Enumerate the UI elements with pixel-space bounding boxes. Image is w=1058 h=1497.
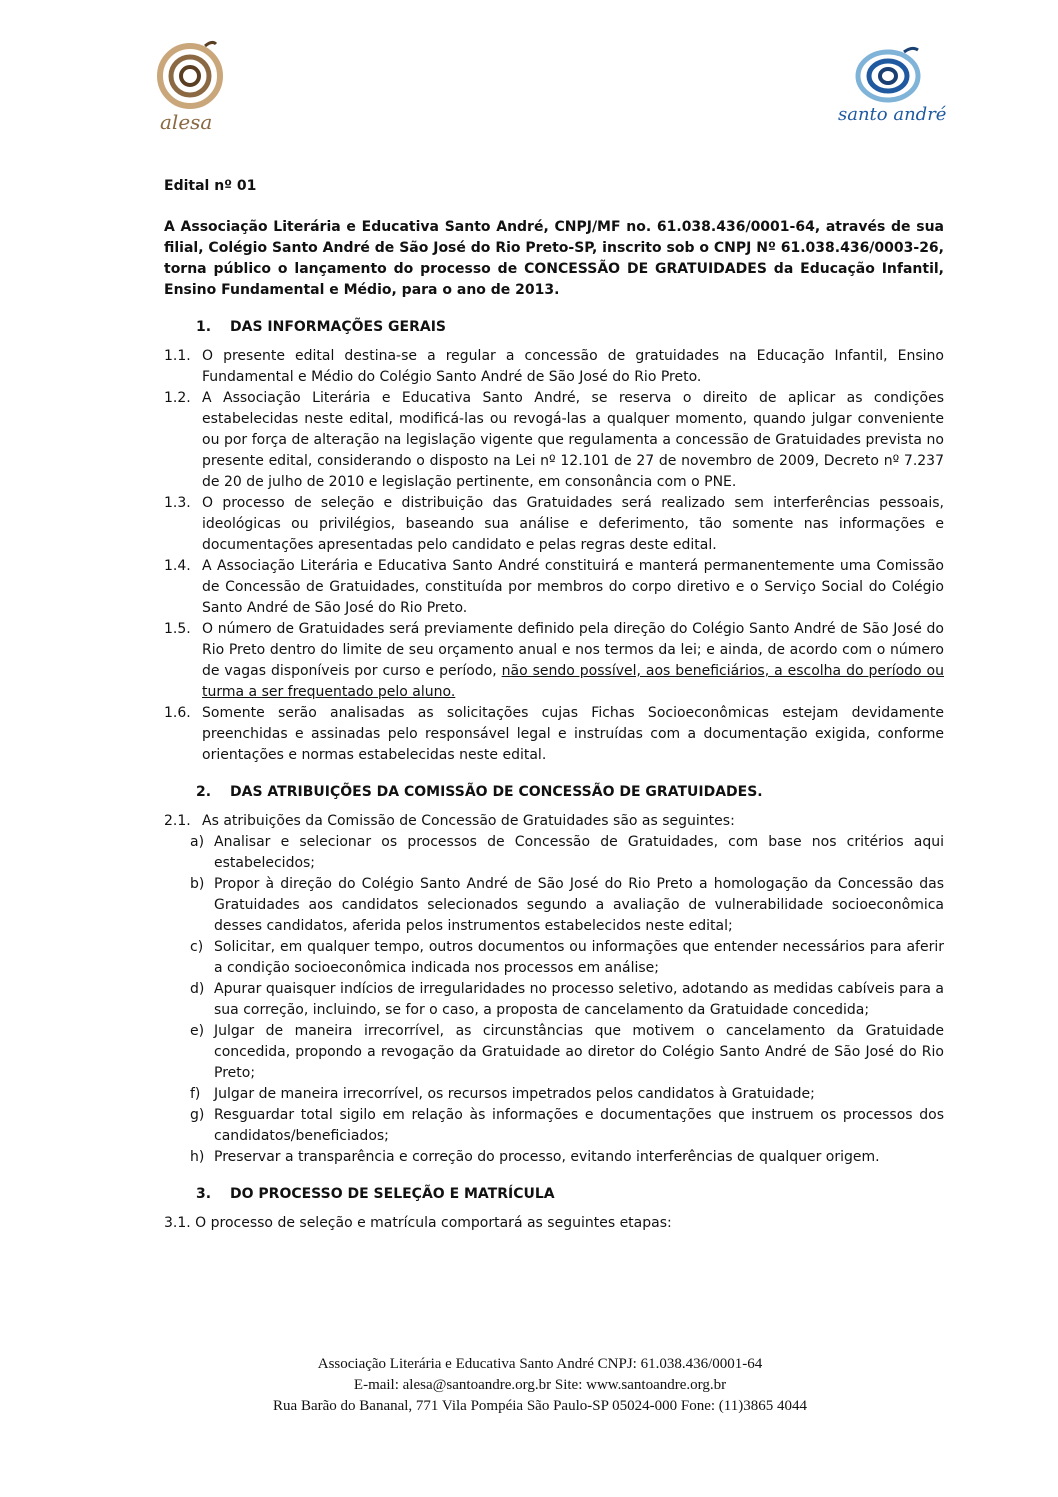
edital-title: Edital nº 01 (164, 178, 257, 194)
section-2-number: 2. (196, 784, 212, 800)
section-1-number: 1. (196, 319, 212, 335)
section-2-title (164, 782, 944, 803)
list-item: 1.4. A Associação Literária e Educativa Santo André constituirá e manterá permanentemente uma Comissão de Concessão de Gratuidades, constituída por membros do corpo diretivo e o Serviço Social do Colégio Santo André de São José do Rio Preto. (164, 558, 944, 616)
footer-line-2: E-mail: alesa@santoandre.org.br Site: www.santoandre.org.br (353, 1377, 727, 1393)
list-item: c) Solicitar, em qualquer tempo, outros documentos ou informações que entender necessários para aferir a condição socioeconômica indicada nos processos em análise; (190, 939, 944, 976)
footer-line-1: Associação Literária e Educativa Santo André CNPJ: 61.038.436/0001-64 (317, 1356, 763, 1372)
page-footer (150, 1354, 930, 1417)
list-item: 1.1. O presente edital destina-se a regular a concessão de gratuidades na Educação Infantil, Ensino Fundamental e Médio do Colégio Santo André de São José do Rio Preto. (164, 348, 944, 385)
list-item: h) Preservar a transparência e correção do processo, evitando interferências de qualquer origem. (190, 1149, 880, 1165)
section-2-heading: DAS ATRIBUIÇÕES DA COMISSÃO DE CONCESSÃO DE GRATUIDADES. (230, 784, 763, 800)
list-item: 1.3. O processo de seleção e distribuição das Gratuidades será realizado sem interferências pessoais, ideológicas ou privilégios, baseando sua análise e deferimento, tão somente nas informações e documentações apresentadas pelo candidato e pelas regras deste edital. (164, 495, 944, 553)
section-3-number: 3. (196, 1186, 212, 1202)
section-2-subitems (164, 832, 944, 1168)
section-3-title (164, 1184, 944, 1205)
santo-andre-logo-text: santo andré (838, 104, 947, 125)
document-body (164, 176, 944, 1234)
list-item: 1.6. Somente serão analisadas as solicitações cujas Fichas Socioeconômicas estejam devidamente preenchidas e assinadas pelo responsável legal e instruídas com a documentação exigida, conforme orientações e normas estabelecidas neste edital. (164, 705, 944, 763)
intro-paragraph: A Associação Literária e Educativa Santo André, CNPJ/MF no. 61.038.436/0001-64, através de sua filial, Colégio Santo André de São José do Rio Preto-SP, inscrito sob o CNPJ Nº 61.038.436/0003-26, torna público o lançamento do processo de CONCESSÃO DE GRATUIDADES da Educação Infantil, Ensino Fundamental e Médio, para o ano de 2013. (164, 219, 944, 298)
underlined-text: não sendo possível, aos beneficiários, a escolha do período ou turma a ser frequentado pelo aluno. (202, 663, 944, 700)
section-1-heading: DAS INFORMAÇÕES GERAIS (230, 319, 447, 335)
list-item: 1.2. A Associação Literária e Educativa Santo André, se reserva o direito de aplicar as condições estabelecidas neste edital, modificá-las ou revogá-las a qualquer momento, quando julgar conveniente ou por força de alteração na legislação vigente que regulamenta a concessão de Gratuidades prevista no presente edital, considerando o disposto na Lei nº 12.101 de 27 de novembro de 2009, Decreto nº 7.237 de 20 de julho de 2010 e legislação pertinente, em consonância com o PNE. (164, 390, 944, 490)
list-item: g) Resguardar total sigilo em relação às informações e documentações que instruem os processos dos candidatos/beneficiados; (190, 1107, 944, 1144)
footer-line-3: Rua Barão do Bananal, 771 Vila Pompéia São Paulo-SP 05024-000 Fone: (11)3865 4044 (273, 1398, 807, 1414)
list-item: 2.1. As atribuições da Comissão de Concessão de Gratuidades são as seguintes: (164, 813, 735, 829)
list-item: b) Propor à direção do Colégio Santo André de São José do Rio Preto a homologação da Concessão das Gratuidades aos candidatos selecionados segundo a avaliação de vulnerabilidade socioeconômica desses candidatos, aferida pelos instrumentos estabelecidos neste edital; (190, 876, 944, 934)
section-1-items (164, 346, 944, 766)
list-item: 1.5. O número de Gratuidades será previamente definido pela direção do Colégio Santo André de São José do Rio Preto dentro do limite de seu orçamento anual e nos termos da lei; e ainda, de acordo com o número de vagas disponíveis por curso e período, não sendo possível, aos beneficiários, a escolha do período ou turma a ser frequentado pelo aluno. (164, 621, 944, 700)
list-item: a) Analisar e selecionar os processos de Concessão de Gratuidades, com base nos critérios aqui estabelecidos; (190, 834, 944, 871)
alesa-logo-text: alesa (160, 110, 213, 134)
section-3-heading: DO PROCESSO DE SELEÇÃO E MATRÍCULA (230, 1186, 555, 1202)
section-1-title (164, 317, 944, 338)
section-3-lead: 3.1. O processo de seleção e matrícula comportará as seguintes etapas: (164, 1215, 672, 1231)
list-item: f) Julgar de maneira irrecorrível, os recursos impetrados pelos candidatos à Gratuidade; (190, 1086, 815, 1102)
list-item: e) Julgar de maneira irrecorrível, as circunstâncias que motivem o cancelamento da Gratuidade concedida, propondo a revogação da Gratuidade ao diretor do Colégio Santo André de São José do Rio Preto; (190, 1023, 944, 1081)
list-item: d) Apurar quaisquer indícios de irregularidades no processo seletivo, adotando as medidas cabíveis para a sua correção, incluindo, se for o caso, a proposta de cancelamento da Gratuidade concedida; (190, 981, 944, 1018)
